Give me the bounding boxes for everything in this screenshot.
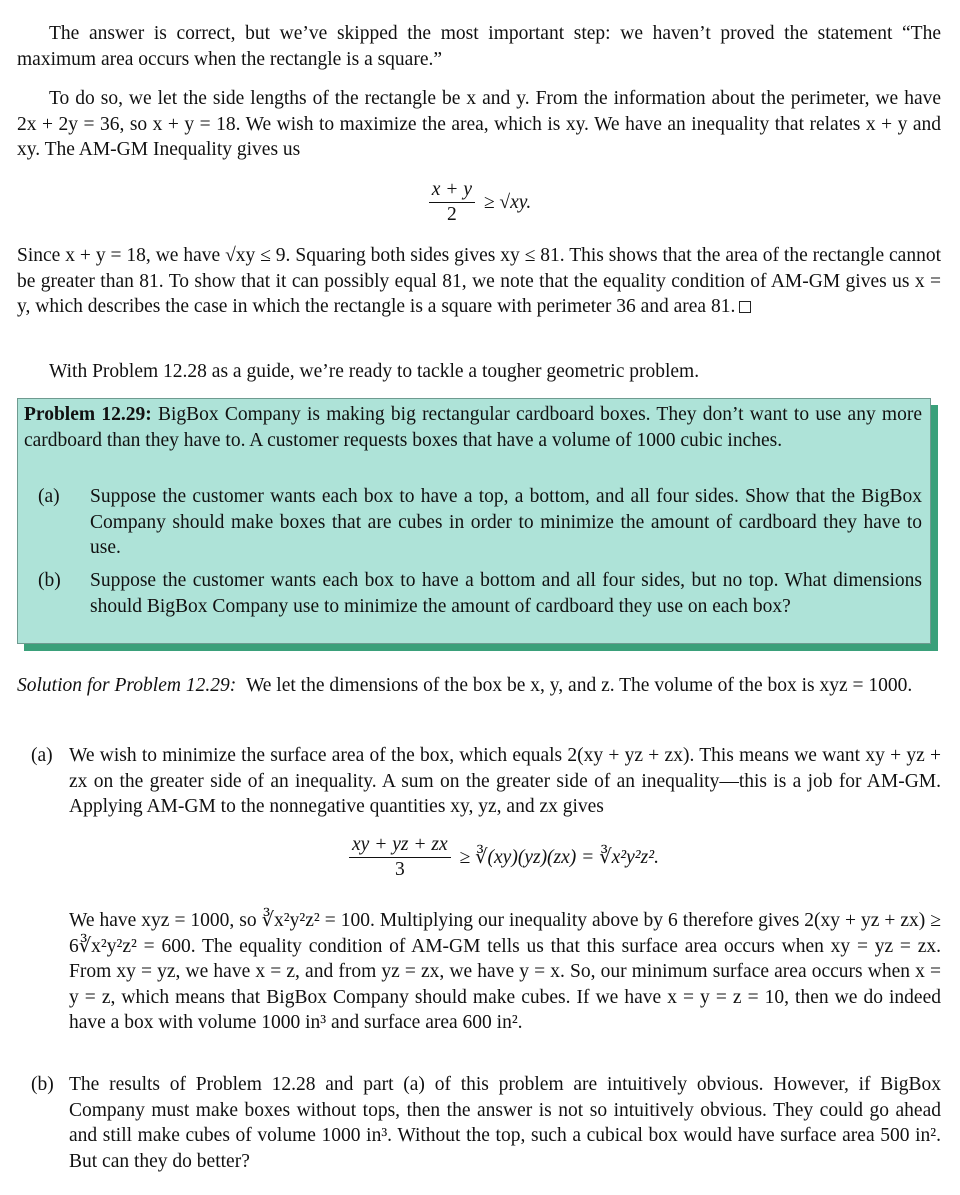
fraction [429, 178, 475, 227]
problem-part-b-text: Suppose the customer wants each box to have a bottom and all four sides, but no top. What dimensions should BigBox Company use to minimize the amount of cardboard they use on each box? [90, 570, 922, 617]
solution-part-a-label: (a) [31, 745, 53, 766]
solution-part-a-text2: We have xyz = 1000, so ∛x²y²z² = 100. Multiplying our inequality above by 6 therefore gives 2(xy + yz + zx) ≥ 6∛x²y²z² = 600. The equality condition of AM-GM tells us that this surface area occurs when xy = yz = zx. From xy = yz, we have x = z, and from yz = zx, we have y = x. So, our minimum surface area occurs when x = y = z, which means that BigBox Company should make cubes. If we have x = y = z = 10, then we do indeed have a box with volume 1000 in³ and surface area 600 in². [69, 910, 941, 1033]
fraction [349, 833, 451, 882]
paragraph-transition: With Problem 12.28 as a guide, we’re ready to tackle a tougher geometric problem. [49, 361, 700, 382]
solution-part-b-label: (b) [31, 1074, 54, 1095]
equation-am-gm-three [24, 833, 960, 882]
solution-intro-text: We let the dimensions of the box be x, y, and z. The volume of the box is xyz = 1000. [245, 675, 913, 696]
problem-part-a-text: Suppose the customer wants each box to have a top, a bottom, and all four sides. Show that the BigBox Company should make boxes that are cubes in order to minimize the amount of cardboard they have to use. [90, 486, 922, 558]
fraction-denominator: 3 [394, 859, 405, 880]
paragraph-intro: The answer is correct, but we’ve skipped the most important step: we haven’t proved the statement “The maximum area occurs when the rectangle is a square.” [17, 23, 941, 70]
equation-am-gm-two [0, 178, 960, 227]
problem-statement [24, 402, 922, 453]
qed-square-icon [739, 301, 751, 313]
equation-rhs: ≥ √xy. [483, 191, 532, 213]
problem-intro: BigBox Company is making big rectangular cardboard boxes. They don’t want to use any more cardboard than they have to. A customer requests boxes that have a volume of 1000 cubic inches. [24, 404, 922, 451]
problem-label: Problem 12.29: [24, 404, 152, 425]
paragraph-conclusion [17, 243, 941, 320]
fraction-denominator: 2 [446, 204, 457, 225]
fraction-numerator: xy + yz + zx [349, 833, 451, 858]
fraction-numerator: x + y [429, 178, 475, 203]
problem-box [17, 398, 931, 644]
problem-part-a-label: (a) [38, 486, 60, 507]
problem-part-b-label: (b) [38, 570, 61, 591]
solution-label: Solution for Problem 12.29: [17, 675, 237, 696]
solution-part-a-text: We wish to minimize the surface area of the box, which equals 2(xy + yz + zx). This means we want xy + yz + zx on the greater side of an inequality. A sum on the greater side of an inequality—this is a job for AM-GM. Applying AM-GM to the nonnegative quantities xy, yz, and zx gives [69, 745, 941, 817]
equation-rhs: ≥ ∛(xy)(yz)(zx) = ∛x²y²z². [459, 846, 659, 868]
paragraph-conclusion-text: Since x + y = 18, we have √xy ≤ 9. Squaring both sides gives xy ≤ 81. This shows that the area of the rectangle cannot be greater than 81. To show that it can possibly equal 81, we note that the equality condition of AM-GM gives us x = y, which describes the case in which the rectangle is a square with perimeter 36 and area 81. [17, 245, 941, 317]
solution-part-b-text: The results of Problem 12.28 and part (a) of this problem are intuitively obvious. However, if BigBox Company must make boxes without tops, then the answer is not so intuitively obvious. They could go ahead and still make cubes of volume 1000 in³. Without the top, such a cubical box would have surface area 500 in². But can they do better? [69, 1074, 941, 1172]
paragraph-setup: To do so, we let the side lengths of the rectangle be x and y. From the information about the perimeter, we have 2x + 2y = 36, so x + y = 18. We wish to maximize the area, which is xy. We have an inequality that relates x + y and xy. The AM-GM Inequality gives us [17, 88, 941, 160]
solution-intro [17, 673, 941, 699]
